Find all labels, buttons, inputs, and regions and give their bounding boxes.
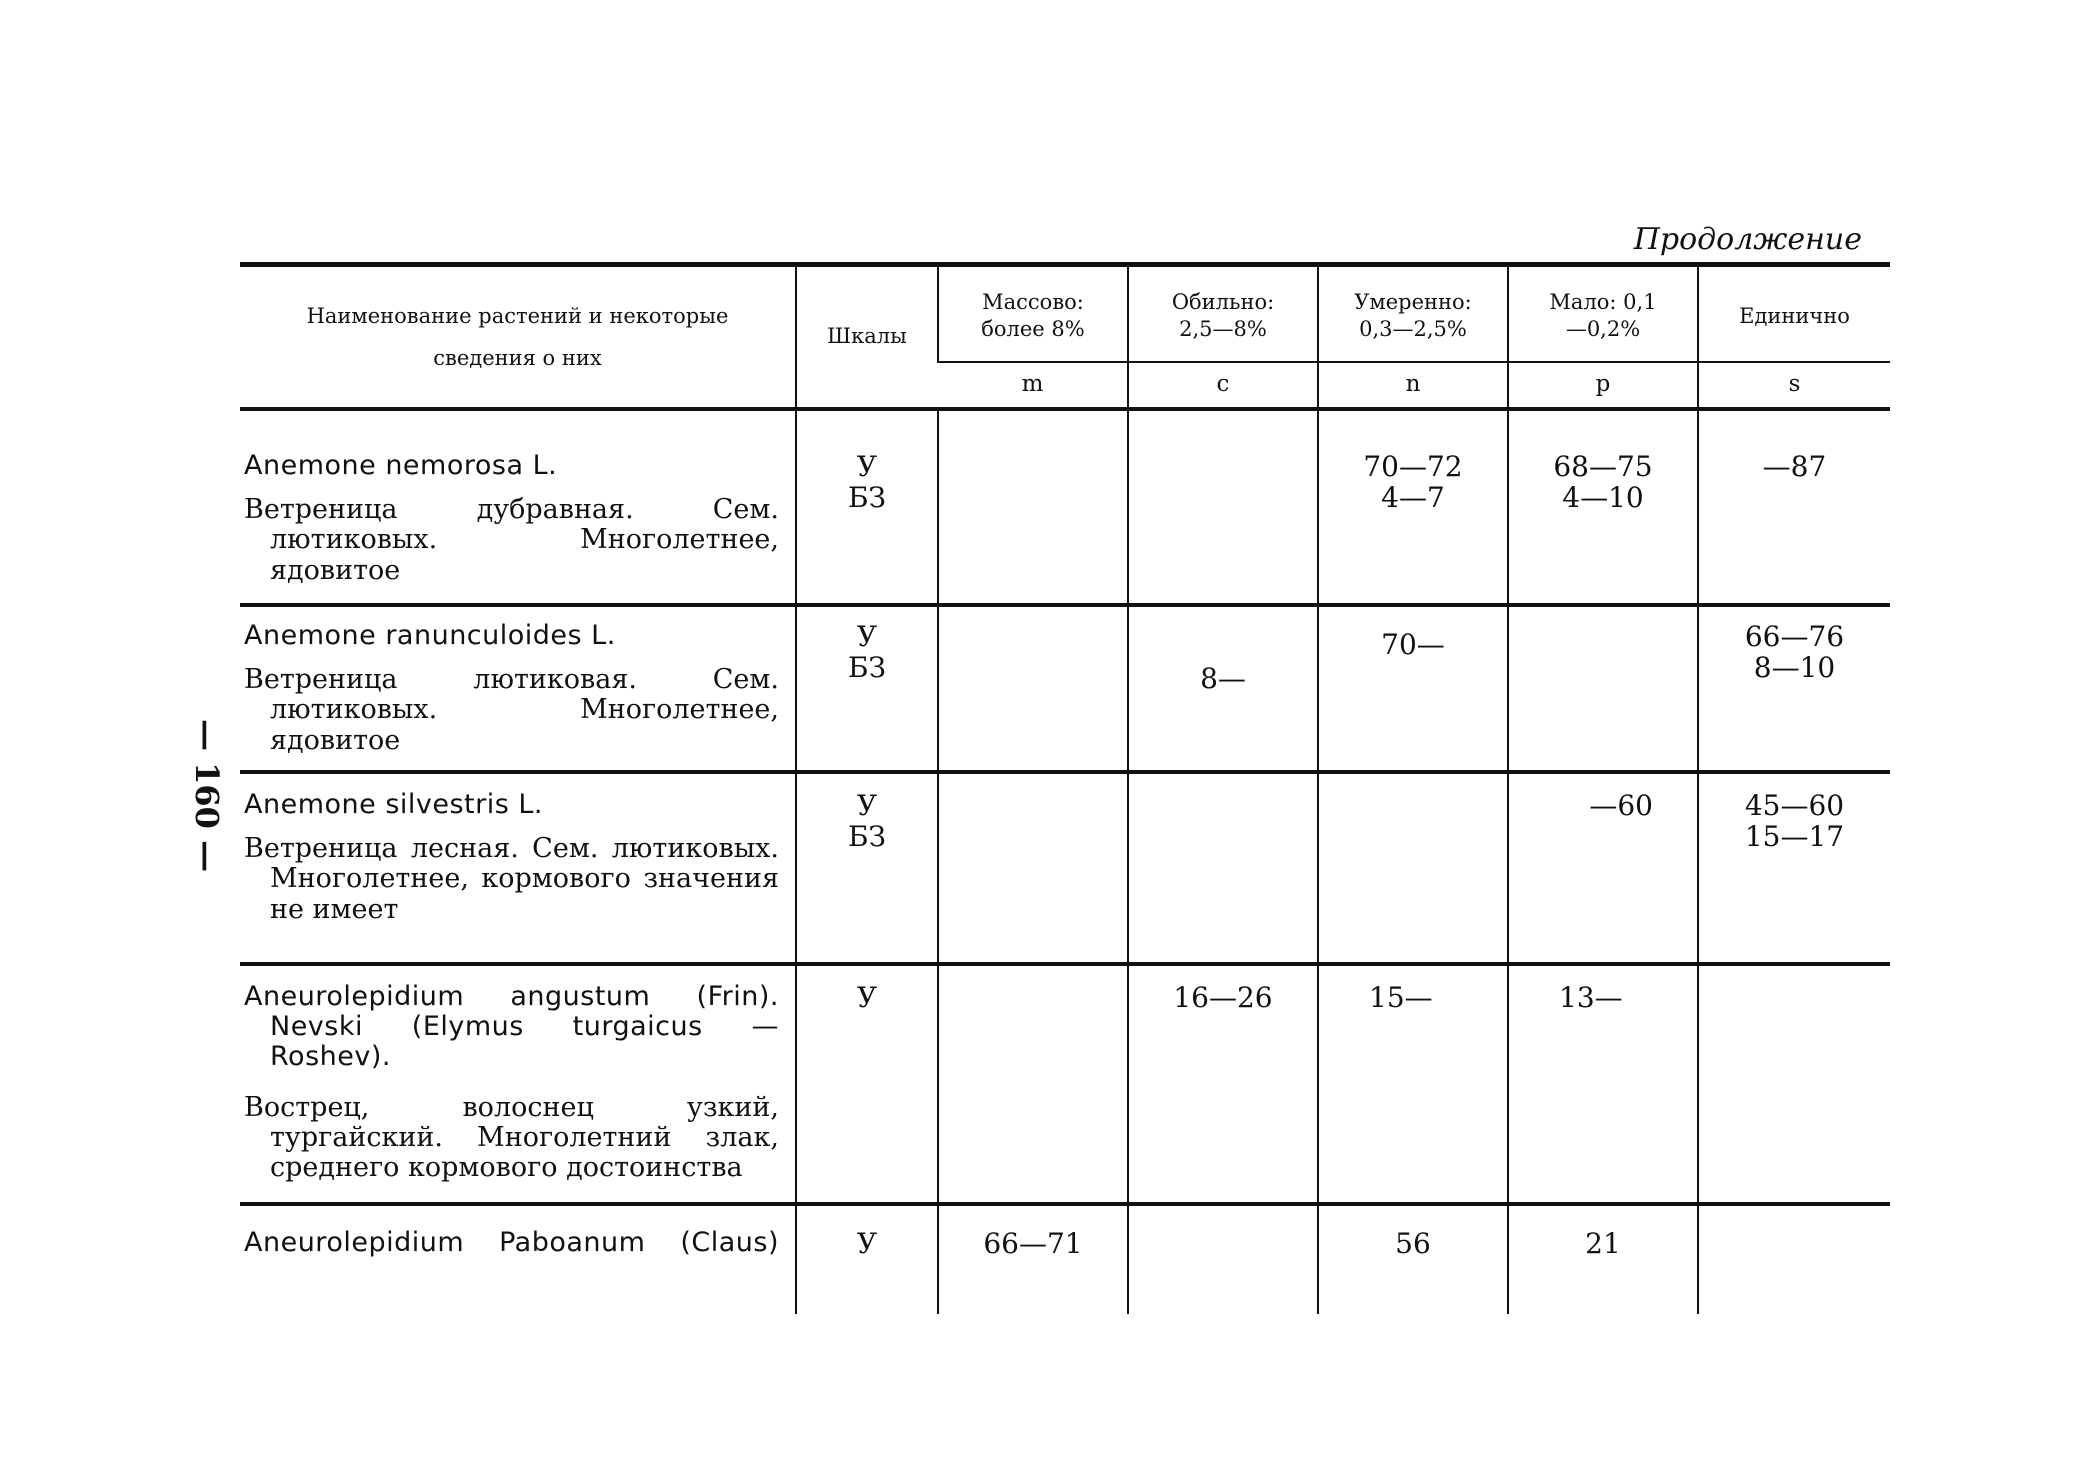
mass-cell [938, 772, 1128, 964]
latin-name: Anemone silvestris L. [244, 788, 544, 820]
page-number: — 160 — [188, 719, 226, 873]
few-cell [1508, 409, 1698, 605]
mass-value: 66—71 [983, 1226, 1083, 1260]
plant-cell [240, 409, 796, 605]
abundant-value [1139, 621, 1307, 663]
single-cell [1698, 605, 1890, 772]
moderate-value: 56 [1395, 1226, 1431, 1260]
abundant-value: 8— [1200, 662, 1246, 695]
plant-description: Ветреница дубравная. Сем. лютиковых. Многолетнее, ядовитое [244, 494, 779, 586]
table-row [240, 1204, 1890, 1314]
abundant-cell [1128, 409, 1318, 605]
mass-cell [938, 409, 1128, 605]
scale-cell [796, 1204, 938, 1314]
mass-cell [938, 605, 1128, 772]
moderate-value: 4—7 [1381, 481, 1445, 515]
moderate-cell [1318, 1204, 1508, 1314]
scale-value: У [856, 980, 878, 1014]
vegetation-table-container [240, 262, 1890, 1314]
single-value: 15—17 [1744, 820, 1845, 854]
header-scales: Шкалы [796, 265, 938, 410]
few-value: 68—75 [1553, 450, 1653, 483]
header-code-n: n [1318, 362, 1508, 409]
scale-cell [796, 964, 938, 1204]
header-abundant: Обильно: 2,5—8% [1128, 265, 1318, 363]
few-value: —60 [1589, 788, 1653, 822]
table-row [240, 964, 1890, 1204]
scale-value: БЗ [847, 820, 887, 854]
plant-description: Ветреница лютиковая. Сем. лютиковых. Многолетнее, ядовитое [244, 664, 779, 756]
scale-value: У [856, 788, 878, 822]
scale-value: У [856, 1226, 878, 1260]
moderate-cell [1318, 772, 1508, 964]
header-plant-name: Наименование растений и некоторые сведения о них [240, 265, 796, 410]
header-code-c: c [1128, 362, 1318, 409]
moderate-value: 70—72 [1363, 450, 1463, 483]
single-cell [1698, 1204, 1890, 1314]
continuation-label: Продолжение [1633, 222, 1862, 257]
scale-value: БЗ [847, 651, 887, 685]
abundant-cell [1128, 772, 1318, 964]
few-cell [1508, 1204, 1698, 1314]
mass-cell [938, 964, 1128, 1204]
moderate-cell [1318, 409, 1508, 605]
few-cell [1508, 964, 1698, 1204]
table-row [240, 772, 1890, 964]
scale-cell [796, 605, 938, 772]
abundant-cell [1128, 964, 1318, 1204]
header-mass: Массово: более 8% [938, 265, 1128, 363]
few-value: 13— [1559, 980, 1623, 1014]
few-cell [1508, 605, 1698, 772]
few-value: 21 [1585, 1226, 1621, 1260]
scale-cell [796, 409, 938, 605]
single-value: 45—60 [1744, 788, 1845, 822]
latin-name: Aneurolepidium angustum (Frin). Nevski (Elymus turgaicus — Roshev). [244, 980, 779, 1073]
scale-value: У [856, 620, 878, 653]
abundant-value: 16—26 [1173, 980, 1273, 1014]
header-code-s: s [1698, 362, 1890, 409]
plant-cell [240, 605, 796, 772]
few-value: 4—10 [1562, 481, 1644, 515]
header-moderate: Умеренно: 0,3—2,5% [1318, 265, 1508, 363]
single-value: 8—10 [1753, 651, 1836, 685]
single-value: 66—76 [1744, 620, 1845, 653]
header-code-m: m [938, 362, 1128, 409]
plant-cell [240, 1204, 796, 1314]
scale-value: У [856, 450, 878, 483]
plant-cell [240, 964, 796, 1204]
abundant-cell [1128, 605, 1318, 772]
scale-value: БЗ [847, 481, 887, 515]
moderate-value: 70— [1381, 628, 1445, 661]
mass-cell [938, 1204, 1128, 1314]
header-single: Единично [1698, 265, 1890, 363]
table-row [240, 605, 1890, 772]
latin-name: Anemone nemorosa L. [244, 450, 558, 481]
moderate-cell [1318, 605, 1508, 772]
plant-cell [240, 772, 796, 964]
header-row [240, 265, 1890, 363]
plant-description: Вострец, волоснец узкий, тургайский. Многолетний злак, среднего кормового достоинства [244, 1091, 779, 1184]
single-cell [1698, 772, 1890, 964]
single-value: —87 [1762, 450, 1827, 483]
moderate-cell [1318, 964, 1508, 1204]
latin-name: Anemone ranunculoides L. [244, 620, 616, 651]
header-few: Мало: 0,1—0,2% [1508, 265, 1698, 363]
single-cell [1698, 409, 1890, 605]
single-cell [1698, 964, 1890, 1204]
table-row [240, 409, 1890, 605]
few-cell [1508, 772, 1698, 964]
moderate-value: 15— [1369, 980, 1433, 1014]
header-code-p: p [1508, 362, 1698, 409]
latin-name: Aneurolepidium Paboanum (Claus) [244, 1226, 779, 1258]
abundant-cell [1128, 1204, 1318, 1314]
scale-cell [796, 772, 938, 964]
plant-description: Ветреница лесная. Сем. лютиковых. Многолетнее, кормового значения не имеет [244, 833, 779, 925]
vegetation-abundance-table [240, 262, 1890, 1314]
